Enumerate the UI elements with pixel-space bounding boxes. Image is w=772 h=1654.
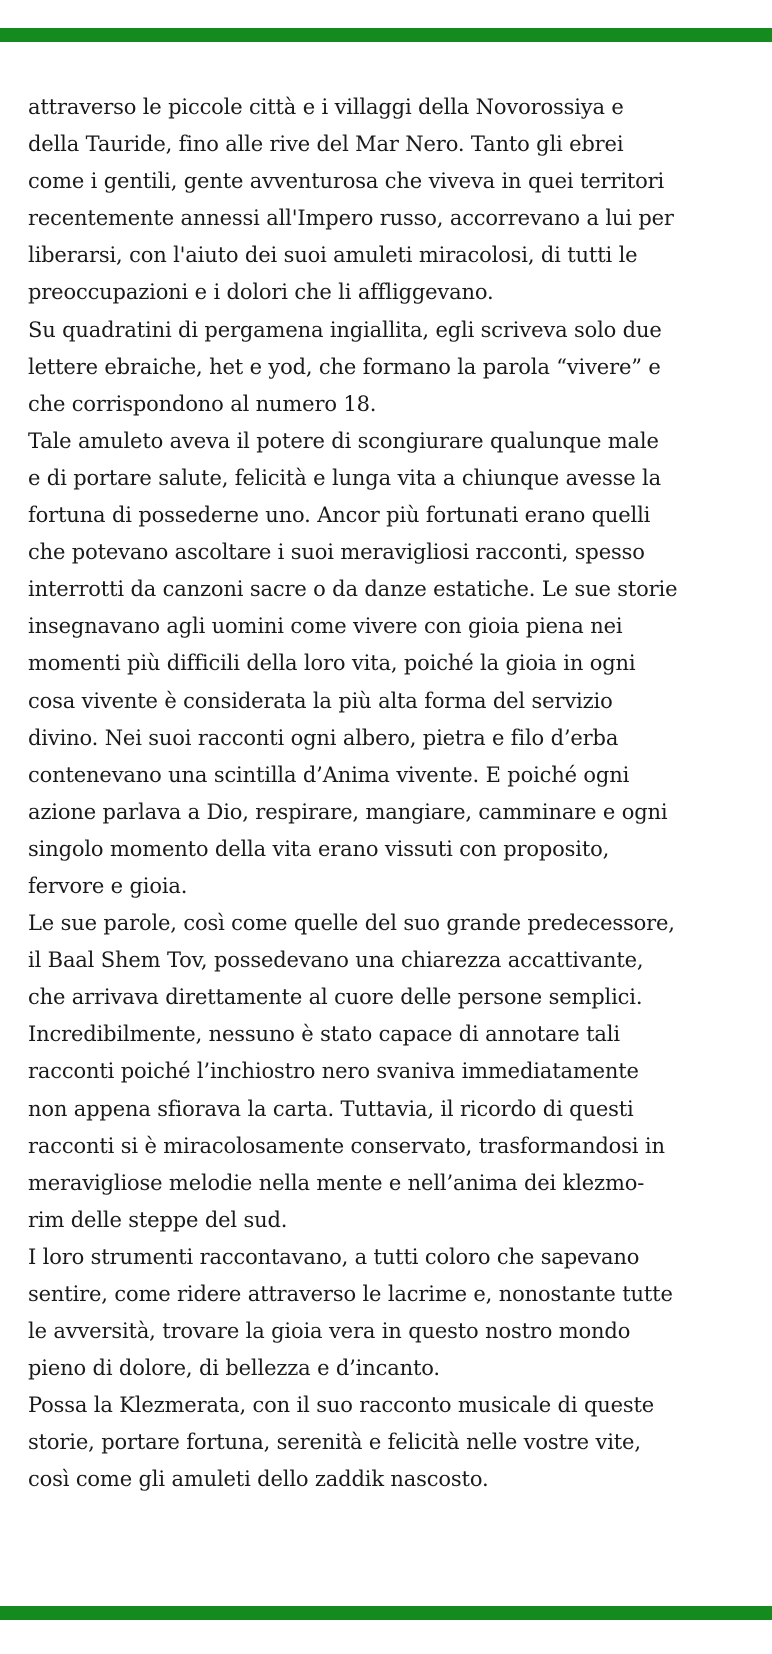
text-line: che potevano ascoltare i suoi meravigliosi racconti, spesso — [28, 540, 645, 565]
text-line: racconti poiché l’inchiostro nero svaniva immediatamente — [28, 1059, 639, 1084]
text-line: interrotti da canzoni sacre o da danze estatiche. Le sue storie — [28, 577, 678, 602]
text-line: come i gentili, gente avventurosa che viveva in quei territori — [28, 169, 665, 194]
text-line: racconti si è miracolosamente conservato, trasformandosi in — [28, 1133, 665, 1158]
text-line: I loro strumenti raccontavano, a tutti coloro che sapevano — [28, 1244, 640, 1269]
text-line: meravigliose melodie nella mente e nell’anima dei klezmo- — [28, 1170, 645, 1195]
text-line: così come gli amuleti dello zaddik nascosto. — [28, 1467, 489, 1492]
text-line: della Tauride, fino alle rive del Mar Nero. Tanto gli ebrei — [28, 132, 624, 157]
text-line: storie, portare fortuna, serenità e felicità nelle vostre vite, — [28, 1430, 641, 1455]
bottom-green-band — [0, 1606, 772, 1620]
text-line: Tale amuleto aveva il potere di scongiurare qualunque male — [28, 428, 659, 453]
text-line: che corrispondono al numero 18. — [28, 391, 377, 416]
text-line: non appena sfiorava la carta. Tuttavia, il ricordo di questi — [28, 1096, 634, 1121]
text-line: fortuna di possederne uno. Ancor più fortunati erano quelli — [28, 503, 651, 528]
text-line: e di portare salute, felicità e lunga vita a chiunque avesse la — [28, 465, 661, 490]
text-line: il Baal Shem Tov, possedevano una chiarezza accattivante, — [28, 948, 644, 973]
text-line: liberarsi, con l'aiuto dei suoi amuleti miracolosi, di tutti le — [28, 243, 638, 268]
text-line: Incredibilmente, nessuno è stato capace di annotare tali — [28, 1022, 620, 1047]
text-line: Le sue parole, così come quelle del suo grande predecessore, — [28, 911, 675, 936]
text-line: fervore e gioia. — [28, 873, 188, 898]
text-line: Su quadratini di pergamena ingiallita, egli scriveva solo due — [28, 317, 662, 342]
text-line: momenti più difficili della loro vita, poiché la gioia in ogni — [28, 651, 636, 676]
text-line: pieno di dolore, di bellezza e d’incanto. — [28, 1356, 440, 1381]
top-green-band — [0, 28, 772, 42]
text-line: rim delle steppe del sud. — [28, 1207, 288, 1232]
text-line: Possa la Klezmerata, con il suo racconto musicale di queste — [28, 1393, 655, 1418]
text-line: lettere ebraiche, het e yod, che formano la parola “vivere” e — [28, 354, 661, 379]
text-line: insegnavano agli uomini come vivere con gioia piena nei — [28, 614, 623, 639]
text-line: le avversità, trovare la gioia vera in questo nostro mondo — [28, 1319, 631, 1344]
text-line: preoccupazioni e i dolori che li affliggevano. — [28, 280, 494, 305]
text-line: cosa vivente è considerata la più alta forma del servizio — [28, 688, 613, 713]
text-line: sentire, come ridere attraverso le lacrime e, nonostante tutte — [28, 1282, 673, 1306]
text-line: azione parlava a Dio, respirare, mangiare, camminare e ogni — [28, 799, 668, 824]
body-text — [28, 89, 766, 1499]
text-line: recentemente annessi all'Impero russo, accorrevano a lui per — [28, 206, 674, 231]
text-line: singolo momento della vita erano vissuti con proposito, — [28, 836, 610, 861]
text-line: che arrivava direttamente al cuore delle persone semplici. — [28, 985, 643, 1010]
text-line: divino. Nei suoi racconti ogni albero, pietra e filo d’erba — [28, 725, 619, 750]
text-line: contenevano una scintilla d’Anima vivente. E poiché ogni — [28, 762, 630, 787]
text-line: attraverso le piccole città e i villaggi della Novorossiya e — [28, 95, 624, 119]
